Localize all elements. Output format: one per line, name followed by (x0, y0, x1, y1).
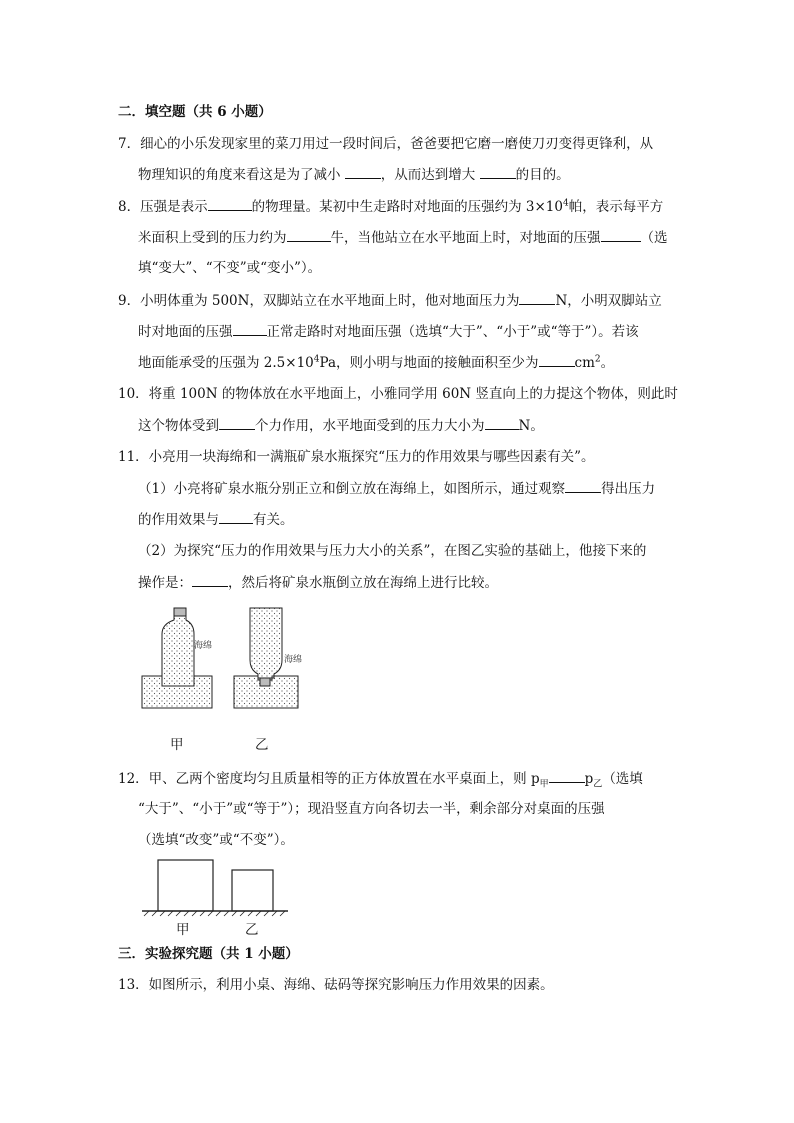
section-heading-fill-in: 二．填空题（共 6 小题） (118, 104, 272, 120)
q8-line-3: 填“变大”、“不变”或“变小”）。 (138, 260, 322, 276)
answer-blank[interactable] (219, 509, 253, 524)
answer-blank[interactable] (287, 227, 331, 242)
q9-line-3: 地面能承受的压强为 $2.5\times 10^4Pa$，则小明与地面的接触面积至少为 $cm^2$。 (138, 352, 614, 373)
cube-yi (232, 870, 273, 911)
q9-line-1: 9．小明体重为 500N，双脚站立在水平地面上时，他对地面压力为 N，小明双脚站立 (118, 290, 662, 311)
q7-line-2: 物理知识的角度来看这是为了减小 ，从而达到增大 的目的。 (138, 164, 570, 185)
section-heading-experiment: 三．实验探究题（共 1 小题） (118, 946, 299, 962)
q7-line-1: 7．细心的小乐发现家里的菜刀用过一段时间后，爸爸要把它磨一磨使刀刃变得更锋利，从 (118, 136, 654, 152)
cube-caption-jia: 甲 (176, 922, 190, 938)
q12-line-3: （选填“改变”或“不变”）。 (138, 832, 294, 848)
bottle-inverted (250, 608, 282, 686)
answer-blank[interactable] (480, 164, 516, 179)
q11-part1-line-2: 的作用效果与 有关。 (138, 509, 294, 530)
sponge-label-yi: 海绵 (284, 655, 303, 665)
answer-blank[interactable] (539, 352, 575, 367)
answer-blank[interactable] (233, 321, 267, 336)
answer-blank[interactable] (219, 415, 255, 430)
q11-part2-line-2: 操作是： ，然后将矿泉水瓶倒立放在海绵上进行比较。 (138, 572, 498, 593)
q11-line-1: 11．小亮用一块海绵和一满瓶矿泉水瓶探究“压力的作用效果与哪些因素有关”。 (118, 449, 595, 465)
cube-caption-yi: 乙 (245, 922, 259, 938)
q8-line-1: 8．压强是表示 的物理量。某初中生走路时对地面的压强约为 $3\times 10^4$帕，表示每平方 (118, 196, 663, 217)
cube-jia (158, 860, 213, 911)
answer-blank[interactable] (485, 415, 519, 430)
q10-line-2: 这个物体受到 个力作用，水平地面受到的压力大小为 N。 (138, 415, 544, 436)
answer-blank[interactable] (192, 572, 228, 587)
sponge-label-jia: 海绵 (194, 641, 213, 651)
answer-blank[interactable] (601, 227, 641, 242)
q8-line-2: 米面积上受到的压力约为 牛，当他站立在水平地面上时，对地面的压强 （选 (138, 227, 668, 248)
q12-line-1: 12．甲、乙两个密度均匀且质量相等的正方体放置在水平桌面上，则 $p_甲$ $p_乙$（选填 (118, 768, 643, 789)
figure-caption-jia: 甲 (170, 737, 184, 753)
q10-line-1: 10．将重 100N 的物体放在水平地面上，小雅同学用 60N 竖直向上的力提这个物体，则此时 (118, 386, 678, 402)
q13-line-1: 13．如图所示，利用小桌、海绵、砝码等探究影响压力作用效果的因素。 (118, 977, 554, 993)
bottle-on-sponge-figure (138, 602, 318, 714)
answer-blank[interactable] (549, 768, 585, 783)
cubes-on-table-figure (140, 856, 290, 918)
answer-blank[interactable] (345, 164, 381, 179)
q11-part2-line-1: （2）为探究“压力的作用效果与压力大小的关系”，在图乙实验的基础上，他接下来的 (138, 543, 647, 559)
answer-blank[interactable] (208, 196, 252, 211)
bottle-upright (162, 608, 194, 686)
answer-blank[interactable] (565, 478, 601, 493)
table-hatching (144, 911, 285, 916)
q12-line-2: “大于”、“小于”或“等于”）；现沿竖直方向各切去一半，剩余部分对桌面的压强 (138, 801, 605, 817)
q9-line-2: 时对地面的压强 正常走路时对地面压强（选填“大于”、“小于”或“等于”）。若该 (138, 321, 639, 342)
figure-caption-yi: 乙 (255, 737, 269, 753)
answer-blank[interactable] (519, 290, 555, 305)
q11-part1-line-1: （1）小亮将矿泉水瓶分别正立和倒立放在海绵上，如图所示，通过观察 得出压力 (138, 478, 655, 499)
